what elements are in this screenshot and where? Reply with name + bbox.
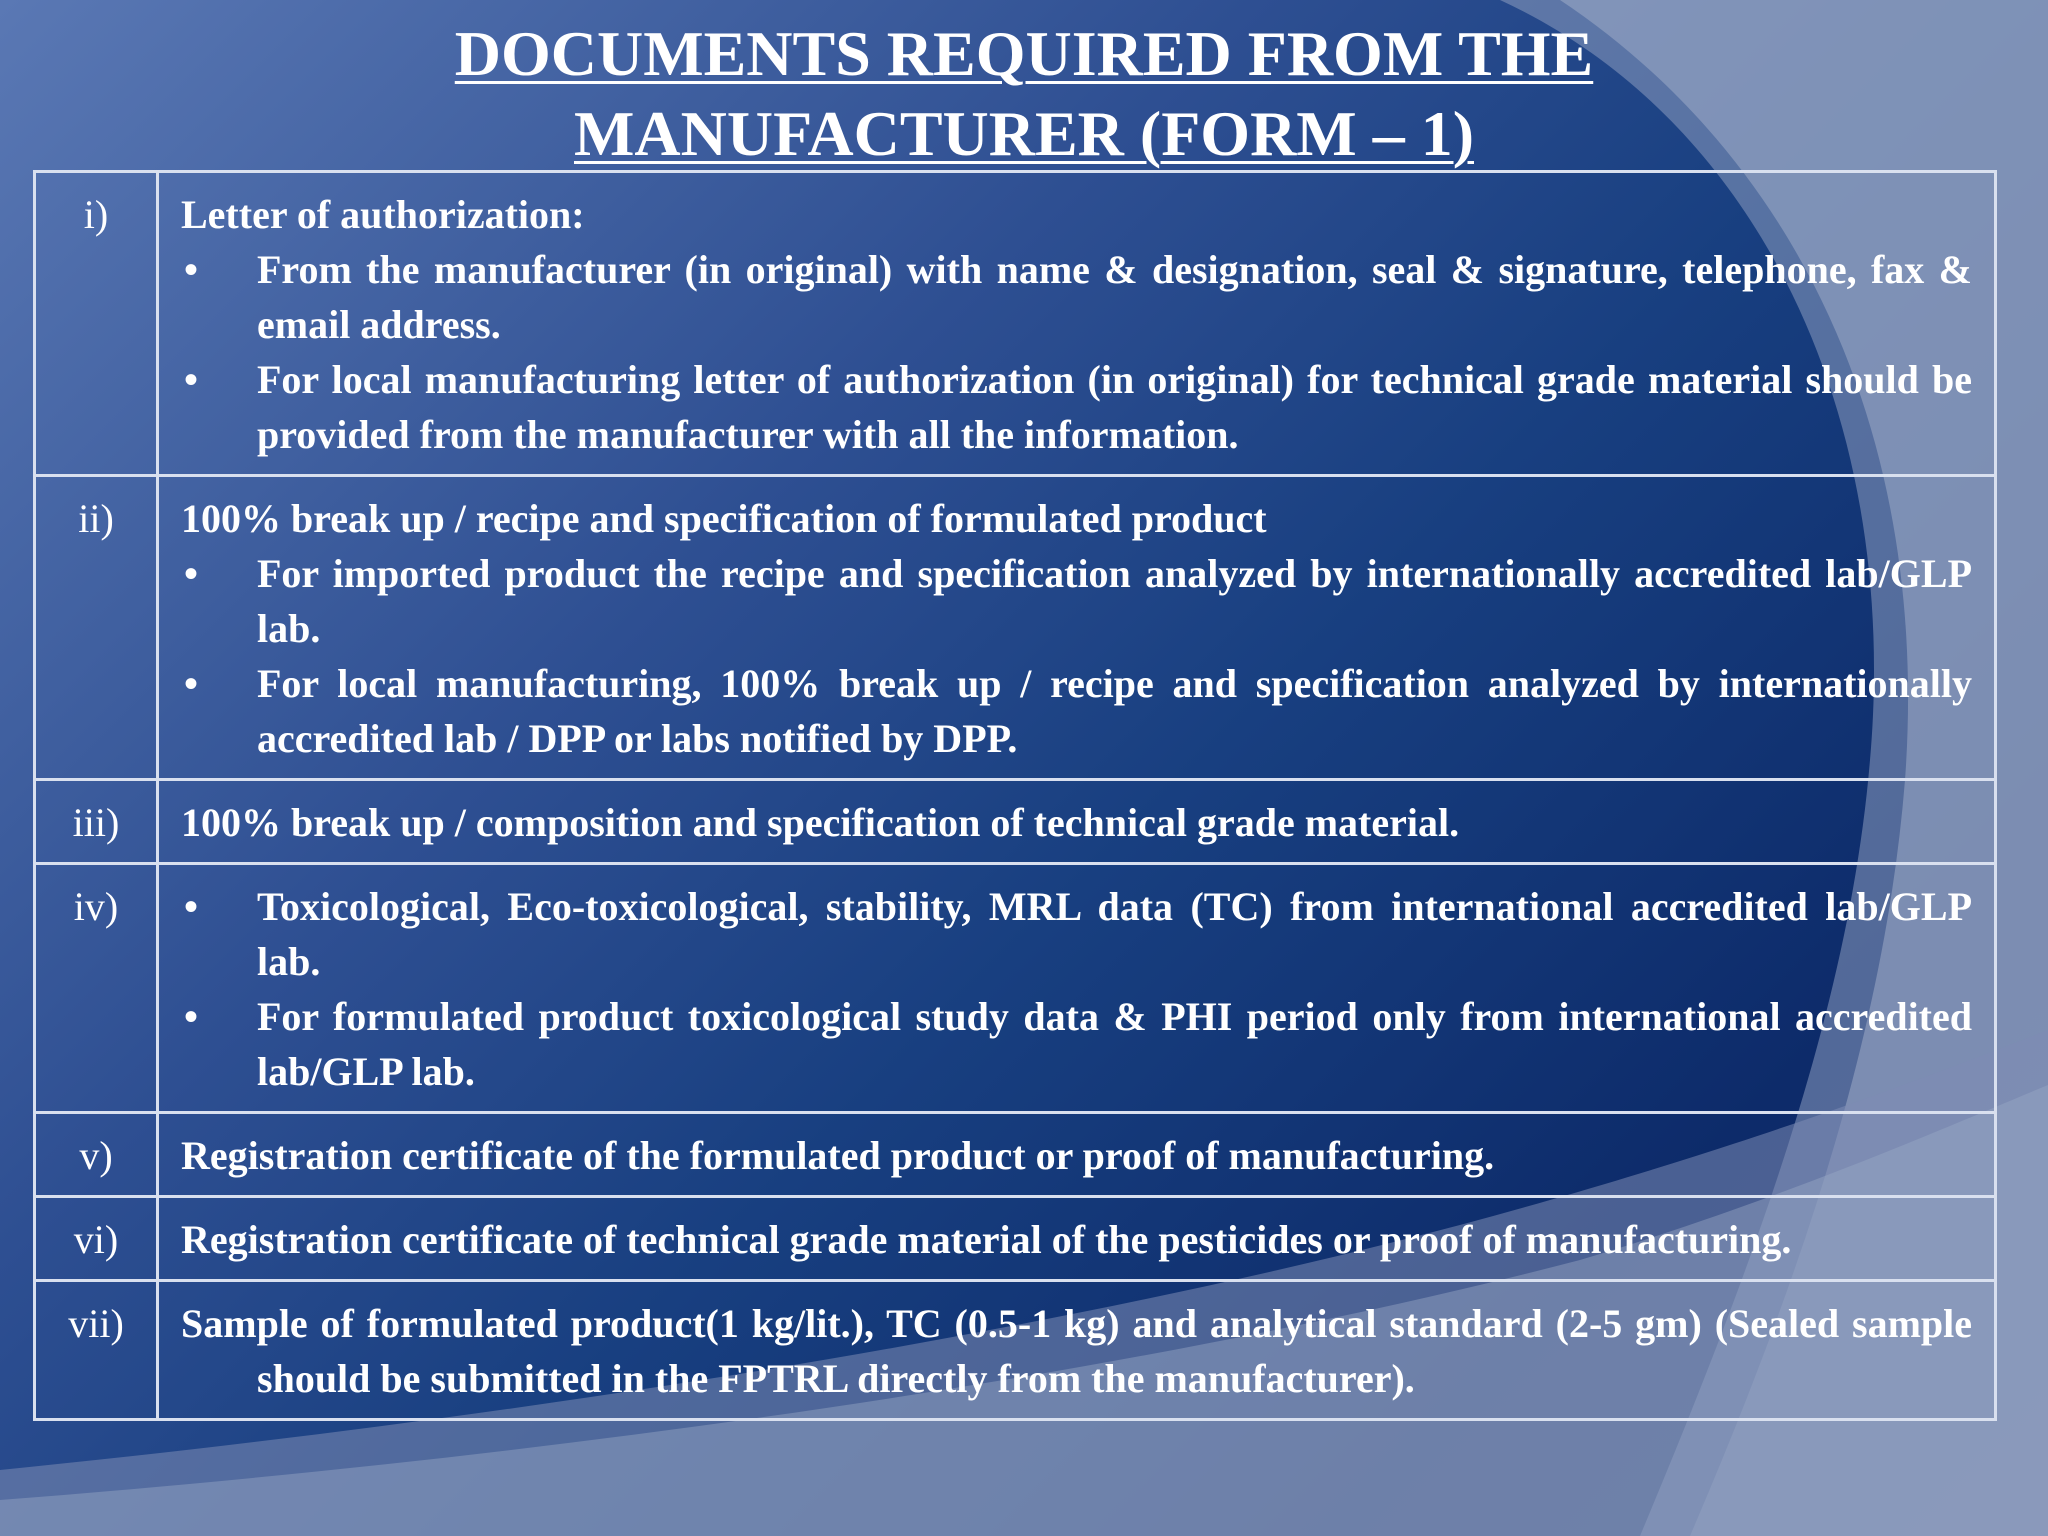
table-row [35,476,1996,780]
bullet-icon: • [183,551,198,596]
list-item [181,989,1972,1099]
list-item [181,352,1972,462]
row-text: Registration certificate of technical grade material of the pesticides or proof of manufacturing. [181,1217,1792,1262]
row-number: vii) [35,1281,158,1420]
table-row [35,172,1996,476]
bullet-icon: • [183,884,198,929]
table-row [35,1113,1996,1197]
title-line-2: MANUFACTURER (FORM – 1) [574,98,1474,169]
page-title [0,14,2048,174]
list-item-text: From the manufacturer (in original) with name & designation, seal & signature, telephone, fax & email address. [257,247,1972,347]
list-item-text: For local manufacturing, 100% break up / recipe and specification analyzed by internationally accredited lab / DPP or labs notified by DPP. [257,661,1972,761]
bullet-icon: • [183,994,198,1039]
list-item-text: For imported product the recipe and specification analyzed by internationally accredited lab/GLP lab. [257,551,1972,651]
row-number: v) [35,1113,158,1197]
list-item [181,879,1972,989]
row-number: iv) [35,864,158,1113]
bullet-icon: • [183,661,198,706]
list-item [181,242,1972,352]
row-number: vi) [35,1197,158,1281]
list-item-text: Toxicological, Eco-toxicological, stability, MRL data (TC) from international accredited lab/GLP lab. [257,884,1972,984]
list-item [181,656,1972,766]
bullet-icon: • [183,357,198,402]
row-heading: 100% break up / recipe and specification of formulated product [181,496,1267,541]
row-content [158,1197,1996,1281]
row-text: Registration certificate of the formulated product or proof of manufacturing. [181,1133,1495,1178]
row-content [158,1281,1996,1420]
row-content [158,476,1996,780]
row-text: Sample of formulated product(1 kg/lit.), TC (0.5-1 kg) and analytical standard (2-5 gm) (Sealed sample should be submitted in the FPTRL directly from the manufacturer). [181,1301,1972,1401]
title-line-1: DOCUMENTS REQUIRED FROM THE [454,18,1594,89]
list-item [181,546,1972,656]
table-row [35,1197,1996,1281]
row-number: i) [35,172,158,476]
table-row [35,1281,1996,1420]
list-item-text: For local manufacturing letter of authorization (in original) for technical grade material should be provided from the manufacturer with all the information. [257,357,1972,457]
row-heading: Letter of authorization: [181,192,585,237]
row-content [158,780,1996,864]
row-content [158,1113,1996,1197]
documents-table [33,170,1997,1421]
list-item-text: For formulated product toxicological study data & PHI period only from international accredited lab/GLP lab. [257,994,1972,1094]
row-content [158,864,1996,1113]
row-number: ii) [35,476,158,780]
row-content [158,172,1996,476]
row-number: iii) [35,780,158,864]
table-row [35,864,1996,1113]
row-text: 100% break up / composition and specification of technical grade material. [181,800,1460,845]
table-row [35,780,1996,864]
bullet-icon: • [183,247,198,292]
